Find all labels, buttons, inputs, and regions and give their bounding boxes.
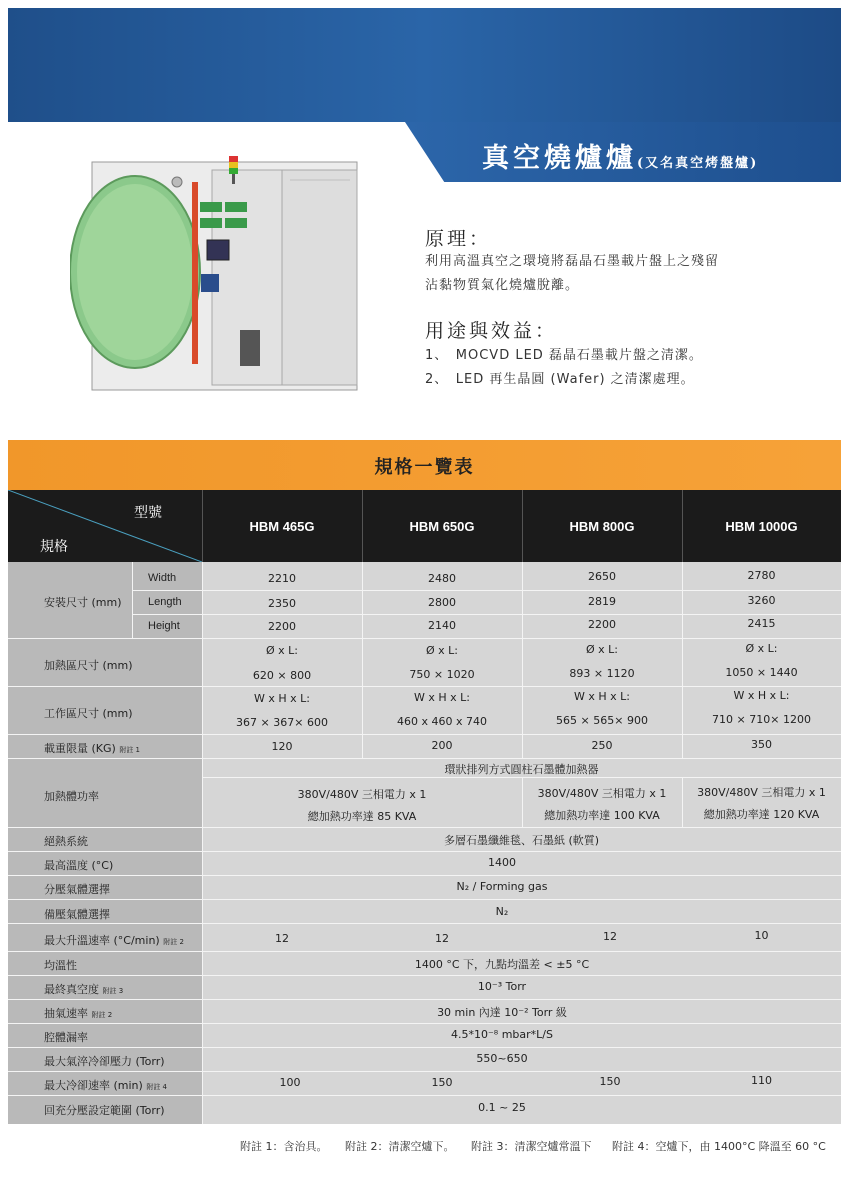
cool-rate-value: 150 [431,1076,453,1089]
uses-item-2: 2、 LED 再生晶圓 (Wafer) 之清潔處理。 [425,372,695,387]
heat-rate-value: 12 [435,932,449,945]
row-divider [8,951,841,952]
width-value: 2480 [428,572,456,585]
spec-title: 規格一覽表 [374,457,475,478]
height-value: 2200 [588,618,616,631]
uniformity-label: 均溫性 [44,959,77,972]
load-value: 250 [591,739,613,752]
vacuum-furnace-illustration [70,150,365,395]
row-divider [8,1047,841,1048]
row-divider [8,686,841,687]
load-value: 350 [751,738,772,751]
pump-rate-note: 附註 2 [91,1011,113,1019]
column-divider [682,562,683,758]
model-header: HBM 1000G [725,518,798,534]
footnote-3: 附註 3：清潔空爐常溫下 [471,1140,592,1153]
backfill-label: 回充分壓設定範圍 (Torr) [44,1104,165,1117]
work-zone-label: 工作區尺寸 (mm) [44,707,133,720]
row-divider [8,1071,841,1072]
load-limit-note: 附註 1 [119,746,141,754]
work-zone-value: 710 × 710× 1200 [712,713,811,726]
length-value: 3260 [747,594,776,607]
width-label: Width [148,572,177,584]
work-zone-value: 565 × 565× 900 [556,714,648,727]
column-divider [362,562,363,758]
width-value: 2650 [588,570,616,583]
load-limit-label [44,740,140,756]
heat-zone-label: 加熱區尺寸 (mm) [44,659,133,672]
work-zone-formula: W x H x L: [574,690,630,703]
heater-power-line2: 總加熱功率達 100 KVA [544,809,660,822]
height-value: 2415 [747,617,776,630]
insulation-label: 絕熱系統 [44,835,88,848]
row-divider [8,1023,841,1024]
ultimate-vacuum-value: 10⁻³ Torr [477,980,527,993]
heater-power-line2: 總加熱功率達 120 KVA [703,808,820,821]
work-zone-formula: W x H x L: [254,692,310,705]
heat-zone-formula: Ø x L: [426,644,458,657]
cool-rate-label [44,1077,167,1093]
heater-power-line1: 380V/480V 三相電力 x 1 [697,786,826,799]
row-divider [132,614,841,615]
heat-zone-formula: Ø x L: [586,643,618,656]
spec-label-column [8,562,202,1124]
pump-rate-text: 抽氣速率 [44,1007,88,1020]
heat-rate-text: 最大升溫速率 (°C/min) [44,934,160,947]
quench-pressure-label: 最大氣淬冷卻壓力 (Torr) [44,1055,165,1068]
row-divider [8,734,841,735]
row-divider [8,1095,841,1096]
heat-zone-value: 1050 × 1440 [725,666,798,679]
max-temp-value: 1400 [488,856,516,869]
quench-pressure-value: 550~650 [476,1052,528,1065]
width-value: 2210 [268,572,296,585]
load-value: 200 [431,739,453,752]
length-value: 2800 [428,596,456,609]
load-limit-text: 載重限量 (KG) [44,742,116,755]
work-zone-formula: W x H x L: [733,689,790,702]
backup-gas-label: 備壓氣體選擇 [44,908,110,921]
principle-heading: 原理： [425,228,492,250]
row-divider [8,827,841,828]
install-size-label: 安裝尺寸 (mm) [44,596,122,609]
ultimate-vacuum-label [44,981,123,997]
max-temp-label: 最高溫度 (°C) [44,859,114,872]
column-divider [522,562,523,758]
uses-heading: 用途與效益： [425,320,558,342]
row-divider [8,975,841,976]
length-value: 2819 [588,595,616,608]
row-divider [8,638,841,639]
height-value: 2140 [428,619,456,632]
heat-zone-formula: Ø x L: [745,642,778,655]
principle-line-1: 利用高溫真空之環境將磊晶石墨載片盤上之殘留 [425,254,720,269]
heater-power-line1: 380V/480V 三相電力 x 1 [537,787,667,800]
row-divider [8,999,841,1000]
length-value: 2350 [268,597,296,610]
cool-rate-note: 附註 4 [146,1083,168,1091]
width-value: 2780 [747,569,776,582]
insulation-value: 多層石墨纖維毯、石墨紙 (軟質) [443,834,600,847]
row-divider [132,590,841,591]
heater-power-line1: 380V/480V 三相電力 x 1 [297,788,427,801]
title-subtitle: (又名真空烤盤爐) [637,156,759,171]
uses-item-1: 1、 MOCVD LED 磊晶石墨載片盤之清潔。 [425,348,703,363]
ultimate-vacuum-text: 最終真空度 [44,983,99,996]
work-zone-value: 460 x 460 x 740 [397,715,487,728]
cool-rate-value: 100 [279,1076,301,1089]
heat-zone-value: 750 × 1020 [409,668,475,681]
heater-power-label: 加熱體功率 [44,790,99,803]
row-divider [8,758,841,759]
pump-rate-label [44,1005,112,1021]
row-divider [8,875,841,876]
height-value: 2200 [268,620,296,633]
model-header: HBM 465G [249,518,315,534]
title-main: 真空燒爐爐 [482,143,637,174]
top-banner [8,8,841,122]
heat-zone-formula: Ø x L: [266,644,298,657]
footnote-1: 附註 1：含治具。 [240,1140,328,1153]
heater-type: 環狀排列方式圓柱石墨體加熱器 [444,763,599,776]
header-diagonal [8,490,202,562]
column-divider [132,562,133,638]
footnote-2: 附註 2：清潔空爐下。 [345,1140,455,1153]
principle-line-2: 沾黏物質氣化燒爐脫離。 [425,278,580,293]
model-header: HBM 800G [569,518,635,534]
load-value: 120 [271,740,293,753]
heat-zone-value: 893 × 1120 [569,667,635,680]
heat-rate-value: 12 [275,932,289,945]
cool-rate-value: 110 [751,1074,772,1087]
partial-gas-value: N₂ / Forming gas [456,880,548,893]
leak-rate-value: 4.5*10⁻⁸ mbar*L/S [451,1028,553,1041]
length-label: Length [148,596,182,608]
backfill-value: 0.1 ~ 25 [478,1101,526,1114]
header-spec-label: 規格 [40,539,68,555]
height-label: Height [148,620,180,632]
work-zone-value: 367 × 367× 600 [236,716,328,729]
heat-zone-value: 620 × 800 [252,669,312,682]
partial-gas-label: 分壓氣體選擇 [44,883,110,896]
header-model-label: 型號 [134,505,162,521]
ultimate-vacuum-note: 附註 3 [102,987,124,995]
model-header: HBM 650G [409,518,475,534]
row-divider [8,851,841,852]
work-zone-formula: W x H x L: [414,691,470,704]
row-divider [8,923,841,924]
row-divider [8,899,841,900]
heat-rate-value: 10 [754,929,769,942]
page-title [482,136,758,175]
heater-power-line2: 總加熱功率達 85 KVA [307,810,417,823]
heat-rate-label [44,932,184,948]
cool-rate-value: 150 [599,1075,621,1088]
uniformity-value: 1400 °C 下，九點均溫差 < ±5 °C [414,958,590,971]
footnote-4: 附註 4：空爐下，由 1400°C 降溫至 60 °C [612,1140,826,1153]
backup-gas-value: N₂ [495,905,509,918]
leak-rate-label: 腔體漏率 [44,1031,88,1044]
heat-rate-value: 12 [603,930,617,943]
heat-rate-note: 附註 2 [163,938,184,946]
pump-rate-value: 30 min 內達 10⁻² Torr 級 [437,1006,567,1019]
cool-rate-text: 最大冷卻速率 (min) [44,1079,143,1092]
